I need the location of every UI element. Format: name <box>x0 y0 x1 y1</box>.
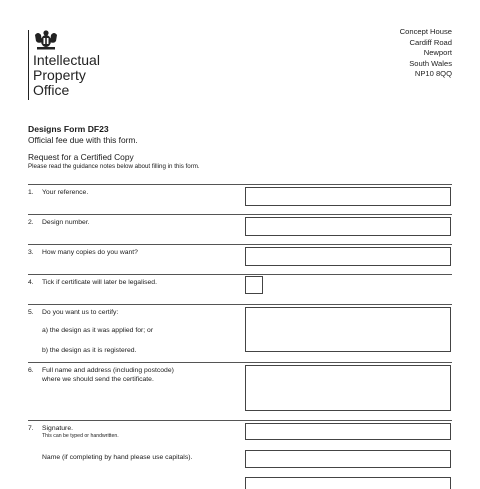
section-divider <box>28 420 452 421</box>
question-7 <box>28 425 73 432</box>
question-label: Your reference. <box>42 189 89 196</box>
address-line: Concept House <box>399 27 452 36</box>
question-number: 1. <box>28 189 34 196</box>
section-divider <box>28 244 452 245</box>
guidance-note: Please read the guidance notes below about filling in this form. <box>28 163 200 170</box>
question-label: Design number. <box>42 219 90 226</box>
name-label: Name (if completing by hand please use capitals). <box>42 454 193 461</box>
question-label: Tick if certificate will later be legalised. <box>42 279 157 286</box>
certify-option-b: b) the design as it is registered. <box>42 347 137 354</box>
question-label: Do you want us to certify: <box>42 309 119 316</box>
form-subtitle: Request for a Certified Copy <box>28 152 134 162</box>
question-label: Signature. <box>42 425 73 432</box>
certify-choice-field[interactable] <box>245 307 451 352</box>
question-3 <box>28 249 138 256</box>
section-divider <box>28 214 452 215</box>
logo-divider <box>28 30 29 100</box>
question-2 <box>28 219 90 226</box>
question-6 <box>28 367 174 374</box>
question-number: 5. <box>28 309 34 316</box>
form-title: Designs Form DF23 <box>28 124 109 134</box>
address-line: Cardiff Road <box>409 37 452 47</box>
question-label: How many copies do you want? <box>42 249 138 256</box>
section-divider <box>28 362 452 363</box>
office-name-line: Office <box>33 82 70 98</box>
office-name <box>33 53 100 98</box>
question-number: 6. <box>28 367 34 374</box>
signature-field[interactable] <box>245 423 451 440</box>
legalised-checkbox[interactable] <box>245 276 263 294</box>
question-label-continued: where we should send the certificate. <box>42 376 154 383</box>
name-field[interactable] <box>245 450 451 468</box>
question-number: 7. <box>28 425 34 432</box>
name-address-field[interactable] <box>245 365 451 411</box>
design-number-field[interactable] <box>245 217 451 236</box>
question-label: Full name and address (including postcode) <box>42 367 174 374</box>
section-divider <box>28 304 452 305</box>
question-5 <box>28 309 118 316</box>
question-4 <box>28 279 157 286</box>
question-1 <box>28 189 88 196</box>
office-name-line: Property <box>33 67 86 83</box>
section-divider <box>28 274 452 275</box>
signature-hint: This can be typed or handwritten. <box>42 433 119 439</box>
address-line: NP10 8QQ <box>414 69 452 78</box>
fee-note: Official fee due with this form. <box>28 135 138 145</box>
certify-option-a: a) the design as it was applied for; or <box>42 327 154 334</box>
royal-crest-icon <box>33 29 59 51</box>
question-number: 4. <box>28 279 34 286</box>
your-reference-field[interactable] <box>245 187 451 206</box>
office-address <box>400 27 452 80</box>
copies-field[interactable] <box>245 247 451 266</box>
address-line: Newport <box>423 48 452 57</box>
office-name-line: Intellectual <box>33 52 100 68</box>
next-field[interactable] <box>245 477 451 489</box>
address-line: South Wales <box>409 58 452 68</box>
section-divider <box>28 184 452 185</box>
question-number: 2. <box>28 219 34 226</box>
question-number: 3. <box>28 249 34 256</box>
